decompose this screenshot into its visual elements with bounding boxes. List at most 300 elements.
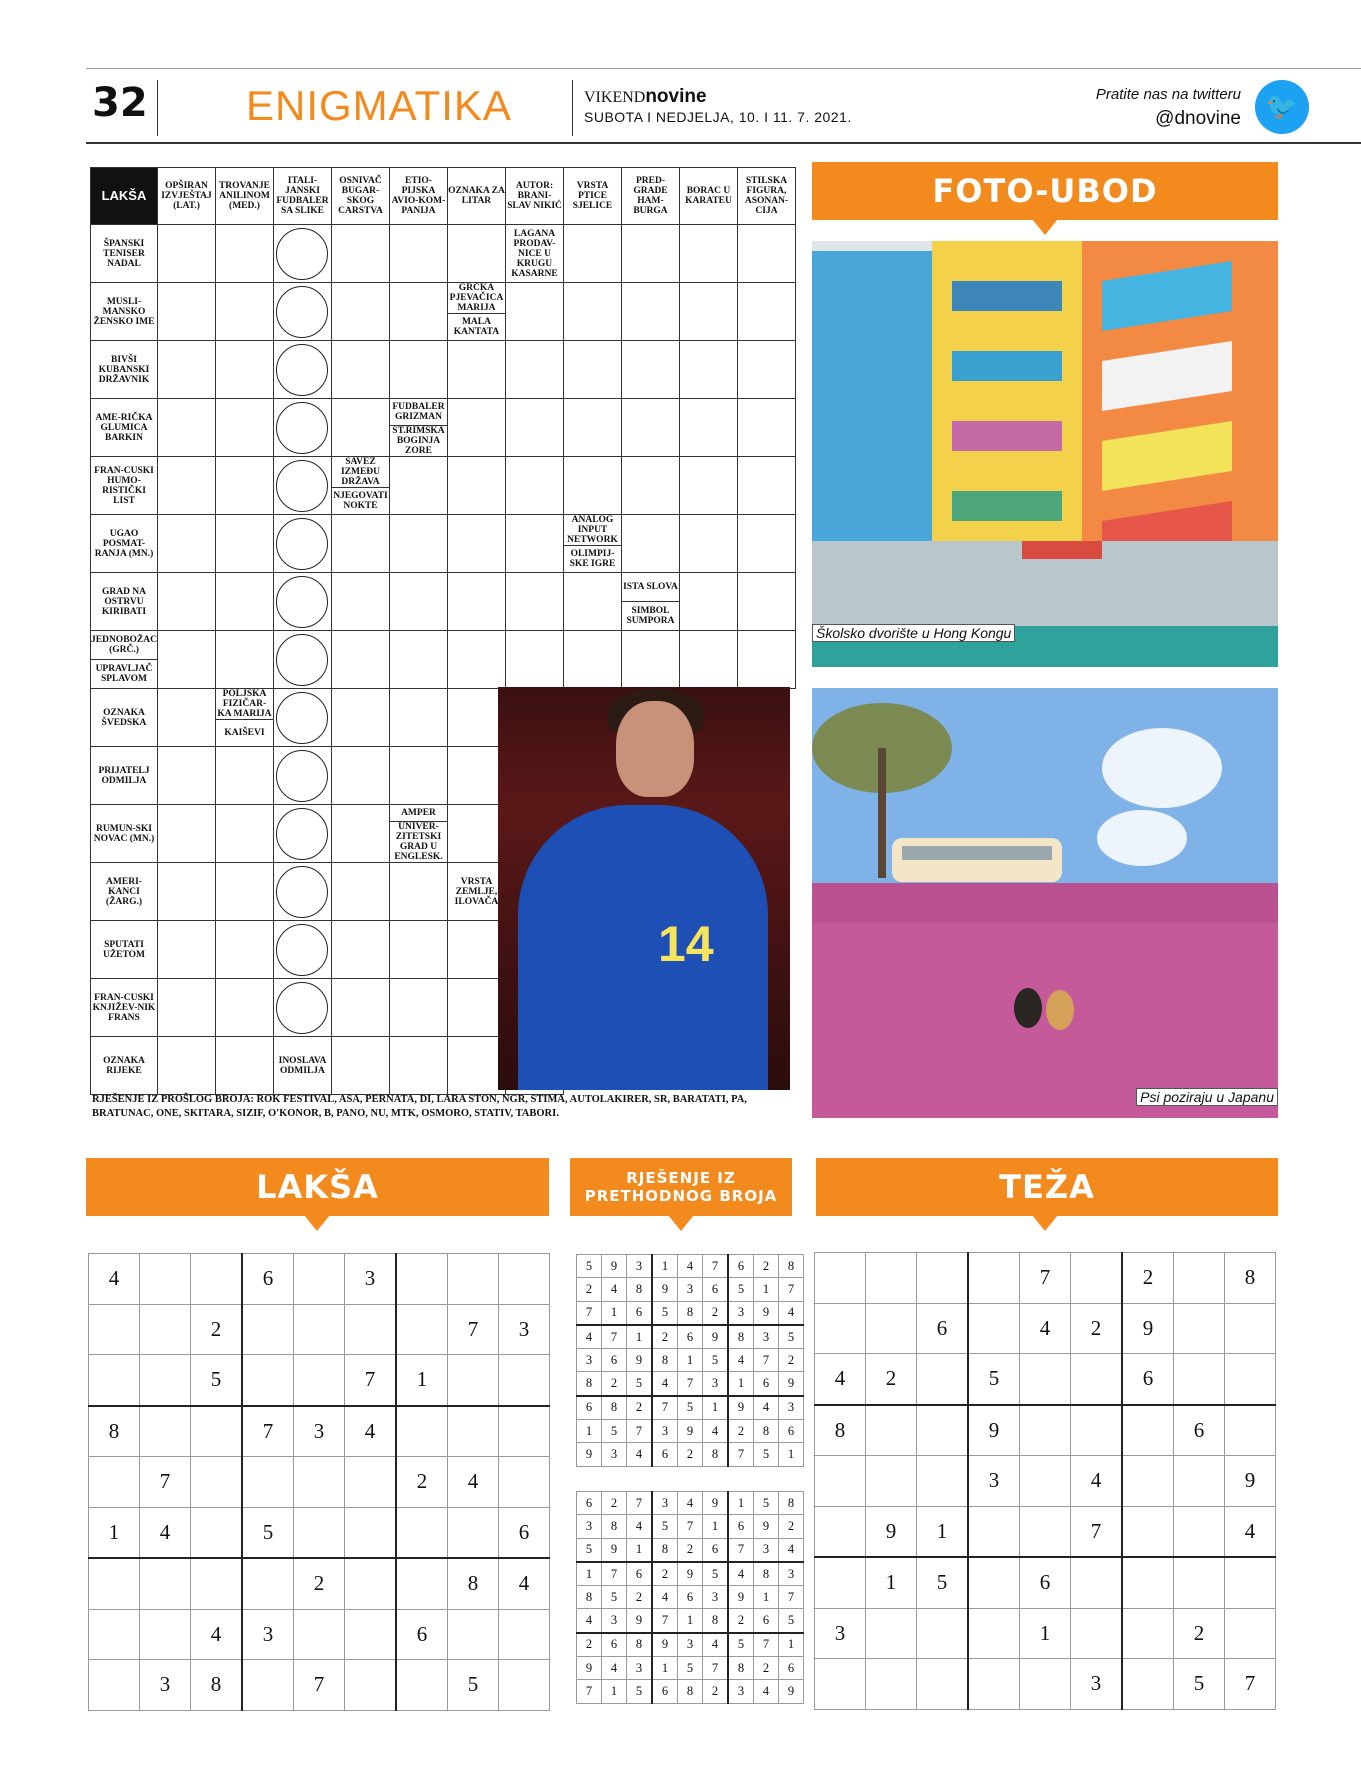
- solution-cell: 5: [652, 1515, 678, 1538]
- sudoku-cell[interactable]: [968, 1506, 1020, 1557]
- sudoku-cell[interactable]: [89, 1304, 140, 1355]
- answer-cell[interactable]: [157, 515, 215, 573]
- circle-mark: [276, 634, 328, 686]
- sudoku-row: [89, 1355, 550, 1406]
- sudoku-cell[interactable]: [448, 1507, 499, 1558]
- sudoku-row: [577, 1633, 804, 1657]
- answer-cell[interactable]: [679, 399, 737, 457]
- sudoku-cell[interactable]: [815, 1303, 866, 1354]
- answer-cell[interactable]: [447, 515, 505, 573]
- sudoku-cell[interactable]: [396, 1558, 448, 1609]
- sudoku-row: [815, 1456, 1276, 1507]
- answer-cell[interactable]: [563, 283, 621, 341]
- answer-cell[interactable]: [389, 457, 447, 515]
- sudoku-cell[interactable]: [448, 1609, 499, 1660]
- answer-cell[interactable]: [447, 573, 505, 631]
- answer-cell[interactable]: [563, 631, 621, 689]
- sudoku-cell[interactable]: [448, 1355, 499, 1406]
- answer-cell[interactable]: [679, 457, 737, 515]
- answer-cell[interactable]: [447, 1037, 505, 1095]
- sudoku-cell[interactable]: [396, 1254, 448, 1305]
- sudoku-cell[interactable]: [1071, 1354, 1123, 1405]
- answer-cell[interactable]: [621, 399, 679, 457]
- sudoku-cell[interactable]: [89, 1660, 140, 1711]
- answer-cell[interactable]: [389, 225, 447, 283]
- sudoku-cell[interactable]: [1071, 1253, 1123, 1304]
- answer-cell[interactable]: [447, 747, 505, 805]
- header-rule: [86, 142, 1361, 144]
- solution-cell: 9: [602, 1255, 627, 1278]
- sudoku-cell[interactable]: [345, 1660, 397, 1711]
- answer-cell[interactable]: [737, 631, 795, 689]
- sudoku-cell[interactable]: [140, 1406, 191, 1457]
- sudoku-cell[interactable]: [866, 1303, 917, 1354]
- twitter-handle[interactable]: @dnovine: [1155, 108, 1241, 129]
- answer-cell[interactable]: [505, 515, 563, 573]
- answer-cell[interactable]: [389, 979, 447, 1037]
- sudoku-cell[interactable]: [1071, 1405, 1123, 1456]
- sudoku-cell[interactable]: [815, 1253, 866, 1304]
- row-clue: SPUTATI UŽETOM: [91, 921, 158, 979]
- clue-text: KAIŠEVI: [216, 719, 273, 746]
- sudoku-cell[interactable]: [89, 1609, 140, 1660]
- answer-cell[interactable]: [621, 225, 679, 283]
- solution-cell: 5: [627, 1372, 653, 1396]
- sudoku-cell[interactable]: [140, 1609, 191, 1660]
- answer-cell[interactable]: [215, 341, 273, 399]
- sudoku-row: [89, 1457, 550, 1508]
- answer-cell[interactable]: [389, 689, 447, 747]
- sudoku-cell[interactable]: [396, 1507, 448, 1558]
- sudoku-cell[interactable]: [499, 1355, 550, 1406]
- sudoku-cell[interactable]: [866, 1405, 917, 1456]
- sudoku-cell: 3: [242, 1609, 294, 1660]
- sudoku-cell[interactable]: [345, 1558, 397, 1609]
- answer-cell[interactable]: [679, 283, 737, 341]
- answer-cell[interactable]: [389, 515, 447, 573]
- solution-cell: 1: [577, 1562, 602, 1586]
- answer-cell[interactable]: [505, 341, 563, 399]
- solution-cell: 5: [678, 1657, 703, 1680]
- answer-cell[interactable]: [331, 283, 389, 341]
- clue-text: UNIVER-ZITETSKI GRAD U ENGLESK.: [390, 821, 447, 862]
- answer-cell[interactable]: [331, 515, 389, 573]
- sudoku-cell[interactable]: [242, 1304, 294, 1355]
- solution-cell: 1: [602, 1301, 627, 1325]
- sudoku-cell[interactable]: [968, 1303, 1020, 1354]
- inner-clue: [389, 805, 447, 863]
- sudoku-cell[interactable]: [499, 1457, 550, 1508]
- sudoku-cell[interactable]: [191, 1457, 243, 1508]
- answer-cell[interactable]: [505, 573, 563, 631]
- sudoku-cell[interactable]: [866, 1253, 917, 1304]
- solution-cell: 5: [754, 1443, 779, 1466]
- sudoku-cell[interactable]: [1122, 1506, 1174, 1557]
- circle-mark: [276, 924, 328, 976]
- sudoku-cell[interactable]: [1225, 1557, 1276, 1608]
- answer-cell[interactable]: [389, 1037, 447, 1095]
- sudoku-cell[interactable]: [191, 1406, 243, 1457]
- answer-cell[interactable]: [447, 457, 505, 515]
- solution-cell: 7: [779, 1278, 804, 1301]
- sudoku-cell[interactable]: [1174, 1456, 1225, 1507]
- answer-cell[interactable]: [331, 805, 389, 863]
- sudoku-cell: 1: [396, 1355, 448, 1406]
- answer-cell[interactable]: [331, 631, 389, 689]
- sudoku-cell[interactable]: [1071, 1557, 1123, 1608]
- sudoku-cell[interactable]: [396, 1406, 448, 1457]
- answer-cell[interactable]: [447, 921, 505, 979]
- answer-cell[interactable]: [563, 341, 621, 399]
- circle-cell[interactable]: [273, 631, 331, 689]
- solution-cell: 8: [652, 1538, 678, 1562]
- solution-cell: 8: [678, 1301, 703, 1325]
- solution-cell: 9: [652, 1633, 678, 1657]
- answer-cell[interactable]: [447, 689, 505, 747]
- circle-mark: [276, 750, 328, 802]
- answer-cell[interactable]: [621, 457, 679, 515]
- answer-cell[interactable]: [331, 341, 389, 399]
- twitter-bird-icon[interactable]: 🐦: [1255, 80, 1309, 134]
- answer-cell[interactable]: [447, 631, 505, 689]
- sudoku-cell[interactable]: [294, 1355, 345, 1406]
- paper-logo: [584, 86, 707, 108]
- answer-cell[interactable]: [331, 863, 389, 921]
- sudoku-cell[interactable]: [242, 1457, 294, 1508]
- sudoku-cell[interactable]: [191, 1558, 243, 1609]
- sudoku-cell[interactable]: [1174, 1253, 1225, 1304]
- answer-cell[interactable]: [737, 225, 795, 283]
- solution-cell: 3: [779, 1396, 804, 1420]
- sudoku-cell[interactable]: [294, 1609, 345, 1660]
- sudoku-cell[interactable]: [1020, 1456, 1071, 1507]
- answer-cell[interactable]: [679, 225, 737, 283]
- answer-cell[interactable]: [215, 747, 273, 805]
- sudoku-cell[interactable]: [396, 1660, 448, 1711]
- solution-cell: 1: [728, 1372, 754, 1396]
- sudoku-cell[interactable]: [499, 1254, 550, 1305]
- circle-cell[interactable]: [273, 573, 331, 631]
- answer-cell[interactable]: [737, 399, 795, 457]
- solution-cell: 6: [728, 1255, 754, 1278]
- sudoku-cell[interactable]: [89, 1558, 140, 1609]
- sudoku-cell[interactable]: [866, 1659, 917, 1710]
- circle-cell[interactable]: [273, 921, 331, 979]
- answer-cell[interactable]: [331, 747, 389, 805]
- answer-cell[interactable]: [331, 689, 389, 747]
- sudoku-cell[interactable]: [1071, 1608, 1123, 1659]
- solution-cell: 8: [703, 1609, 729, 1633]
- sudoku-cell[interactable]: [866, 1608, 917, 1659]
- sudoku-cell[interactable]: [345, 1457, 397, 1508]
- sudoku-cell: 7: [448, 1304, 499, 1355]
- answer-cell[interactable]: [331, 399, 389, 457]
- answer-cell[interactable]: [389, 921, 447, 979]
- circle-cell[interactable]: [273, 225, 331, 283]
- answer-cell[interactable]: [737, 457, 795, 515]
- sudoku-cell[interactable]: [968, 1253, 1020, 1304]
- circle-cell[interactable]: [273, 805, 331, 863]
- solution-cell: 4: [703, 1633, 729, 1657]
- sudoku-cell[interactable]: [242, 1558, 294, 1609]
- solution-cell: 9: [728, 1396, 754, 1420]
- split-clue: [390, 399, 447, 456]
- answer-cell[interactable]: [215, 573, 273, 631]
- sudoku-cell[interactable]: [1174, 1557, 1225, 1608]
- sudoku-cell[interactable]: [294, 1457, 345, 1508]
- answer-cell[interactable]: [679, 573, 737, 631]
- solution-cell: 1: [627, 1538, 653, 1562]
- sudoku-cell[interactable]: [815, 1557, 866, 1608]
- sudoku-cell[interactable]: [1020, 1659, 1071, 1710]
- sudoku-cell[interactable]: [242, 1660, 294, 1711]
- solution-cell: 2: [602, 1492, 627, 1515]
- answer-cell[interactable]: [621, 631, 679, 689]
- answer-cell[interactable]: [215, 283, 273, 341]
- answer-cell[interactable]: [157, 747, 215, 805]
- answer-cell[interactable]: [157, 1037, 215, 1095]
- circle-cell[interactable]: [273, 979, 331, 1037]
- answer-cell[interactable]: [215, 863, 273, 921]
- sudoku-cell: 6: [1020, 1557, 1071, 1608]
- answer-cell[interactable]: [621, 283, 679, 341]
- answer-cell[interactable]: [215, 515, 273, 573]
- sudoku-cell[interactable]: [968, 1608, 1020, 1659]
- easy-sudoku-banner: LAKŠA: [86, 1158, 549, 1216]
- clue-text: MALA KANTATA: [448, 313, 505, 340]
- sudoku-cell[interactable]: [866, 1456, 917, 1507]
- sudoku-cell: 2: [1122, 1253, 1174, 1304]
- sudoku-cell[interactable]: [815, 1506, 866, 1557]
- answer-cell[interactable]: [157, 689, 215, 747]
- answer-cell[interactable]: [157, 399, 215, 457]
- answer-cell[interactable]: [331, 1037, 389, 1095]
- sudoku-cell[interactable]: [345, 1304, 397, 1355]
- answer-cell[interactable]: [389, 863, 447, 921]
- solution-cell: 8: [678, 1680, 703, 1703]
- answer-cell[interactable]: [563, 399, 621, 457]
- circle-cell[interactable]: [273, 399, 331, 457]
- sudoku-cell[interactable]: [1225, 1303, 1276, 1354]
- sudoku-cell[interactable]: [1020, 1354, 1071, 1405]
- answer-cell[interactable]: [215, 805, 273, 863]
- circle-cell[interactable]: [273, 283, 331, 341]
- sudoku-cell[interactable]: [499, 1660, 550, 1711]
- answer-cell[interactable]: [563, 573, 621, 631]
- sudoku-cell[interactable]: [448, 1406, 499, 1457]
- solution-cell: 4: [754, 1396, 779, 1420]
- sudoku-cell[interactable]: [917, 1405, 969, 1456]
- answer-cell[interactable]: [447, 805, 505, 863]
- answer-cell[interactable]: [215, 457, 273, 515]
- sudoku-cell[interactable]: [294, 1304, 345, 1355]
- sudoku-cell[interactable]: [968, 1557, 1020, 1608]
- sudoku-cell[interactable]: [140, 1254, 191, 1305]
- sudoku-cell[interactable]: [1174, 1354, 1225, 1405]
- answer-cell[interactable]: [447, 399, 505, 457]
- answer-cell[interactable]: [505, 399, 563, 457]
- solution-cell: 8: [728, 1657, 754, 1680]
- solution-cell: 6: [652, 1443, 678, 1466]
- answer-cell[interactable]: [215, 225, 273, 283]
- sudoku-cell[interactable]: [89, 1355, 140, 1406]
- sudoku-cell[interactable]: [140, 1558, 191, 1609]
- solution-cell: 5: [577, 1255, 602, 1278]
- sudoku-cell[interactable]: [917, 1253, 969, 1304]
- answer-cell[interactable]: [389, 631, 447, 689]
- sudoku-cell[interactable]: [1122, 1557, 1174, 1608]
- solution-cell: 1: [577, 1420, 602, 1443]
- answer-cell[interactable]: [447, 225, 505, 283]
- answer-cell[interactable]: [679, 515, 737, 573]
- sudoku-cell[interactable]: [815, 1659, 866, 1710]
- sudoku-cell[interactable]: [917, 1354, 969, 1405]
- solution-cell: 1: [602, 1680, 627, 1703]
- answer-cell[interactable]: [331, 573, 389, 631]
- answer-cell[interactable]: [389, 747, 447, 805]
- solution-cell: 9: [754, 1301, 779, 1325]
- solution-cell: 5: [779, 1609, 804, 1633]
- clue-text: NJEGOVATI NOKTE: [332, 487, 389, 514]
- sudoku-row: [815, 1405, 1276, 1456]
- solution-cell: 4: [779, 1538, 804, 1562]
- answer-cell[interactable]: [215, 1037, 273, 1095]
- solution-cell: 9: [754, 1515, 779, 1538]
- circle-cell[interactable]: [273, 689, 331, 747]
- answer-cell[interactable]: [389, 341, 447, 399]
- answer-cell[interactable]: [737, 283, 795, 341]
- answer-cell[interactable]: [737, 341, 795, 399]
- answer-cell[interactable]: [679, 631, 737, 689]
- sudoku-cell[interactable]: [1174, 1506, 1225, 1557]
- answer-cell[interactable]: [157, 283, 215, 341]
- sudoku-row: [815, 1659, 1276, 1710]
- answer-cell[interactable]: [331, 979, 389, 1037]
- answer-cell[interactable]: [157, 979, 215, 1037]
- sudoku-cell: 5: [242, 1507, 294, 1558]
- solution-cell: 6: [577, 1492, 602, 1515]
- answer-cell[interactable]: [737, 515, 795, 573]
- answer-cell[interactable]: [505, 457, 563, 515]
- sudoku-cell[interactable]: [1225, 1405, 1276, 1456]
- circle-cell[interactable]: [273, 341, 331, 399]
- sudoku-cell[interactable]: [448, 1254, 499, 1305]
- sudoku-cell[interactable]: [499, 1406, 550, 1457]
- sudoku-cell[interactable]: [140, 1355, 191, 1406]
- answer-cell[interactable]: [157, 863, 215, 921]
- sudoku-cell[interactable]: [1122, 1405, 1174, 1456]
- sudoku-cell[interactable]: [917, 1608, 969, 1659]
- solution-cell: 3: [678, 1278, 703, 1301]
- answer-cell[interactable]: [215, 399, 273, 457]
- sudoku-cell[interactable]: [89, 1457, 140, 1508]
- answer-cell[interactable]: [157, 631, 215, 689]
- answer-cell[interactable]: [389, 573, 447, 631]
- answer-cell[interactable]: [157, 573, 215, 631]
- answer-cell[interactable]: [621, 341, 679, 399]
- sudoku-cell[interactable]: [191, 1254, 243, 1305]
- answer-cell[interactable]: [621, 515, 679, 573]
- sudoku-cell[interactable]: [815, 1456, 866, 1507]
- dogs-field-photo: [812, 688, 1278, 1118]
- sudoku-cell[interactable]: [1225, 1354, 1276, 1405]
- answer-cell[interactable]: [389, 283, 447, 341]
- answer-cell[interactable]: [563, 457, 621, 515]
- sudoku-cell[interactable]: [1020, 1405, 1071, 1456]
- solution-cell: 6: [703, 1278, 729, 1301]
- answer-cell[interactable]: [505, 283, 563, 341]
- solution-cell: 8: [728, 1325, 754, 1349]
- sudoku-cell[interactable]: [1122, 1456, 1174, 1507]
- solution-cell: 8: [779, 1255, 804, 1278]
- sudoku-cell[interactable]: [396, 1304, 448, 1355]
- sudoku-cell[interactable]: [140, 1304, 191, 1355]
- answer-cell[interactable]: [331, 921, 389, 979]
- answer-cell[interactable]: [505, 631, 563, 689]
- sudoku-cell[interactable]: [917, 1456, 969, 1507]
- sudoku-cell[interactable]: [294, 1254, 345, 1305]
- answer-cell[interactable]: [331, 225, 389, 283]
- answer-cell[interactable]: [215, 631, 273, 689]
- sudoku-cell[interactable]: [1122, 1608, 1174, 1659]
- answer-cell[interactable]: [737, 573, 795, 631]
- solution-cell: 7: [652, 1609, 678, 1633]
- field-illustration: [812, 688, 1278, 1118]
- sudoku-cell: 9: [866, 1506, 917, 1557]
- sudoku-cell[interactable]: [294, 1507, 345, 1558]
- answer-cell[interactable]: [215, 921, 273, 979]
- answer-cell[interactable]: [157, 805, 215, 863]
- sudoku-cell[interactable]: [968, 1659, 1020, 1710]
- solution-cell: 1: [754, 1278, 779, 1301]
- sudoku-cell[interactable]: [1020, 1506, 1071, 1557]
- sudoku-cell[interactable]: [917, 1659, 969, 1710]
- sudoku-cell: 4: [1225, 1506, 1276, 1557]
- answer-cell[interactable]: [157, 921, 215, 979]
- sudoku-cell[interactable]: [242, 1355, 294, 1406]
- circle-cell[interactable]: [273, 747, 331, 805]
- answer-cell[interactable]: [679, 341, 737, 399]
- sudoku-cell[interactable]: [1174, 1303, 1225, 1354]
- sudoku-cell[interactable]: [1122, 1659, 1174, 1710]
- circle-cell[interactable]: [273, 515, 331, 573]
- circle-cell[interactable]: [273, 863, 331, 921]
- answer-cell[interactable]: [447, 341, 505, 399]
- answer-cell[interactable]: [215, 979, 273, 1037]
- answer-cell[interactable]: [157, 225, 215, 283]
- solution-cell: 2: [577, 1278, 602, 1301]
- answer-cell[interactable]: [157, 457, 215, 515]
- sudoku-cell[interactable]: [345, 1609, 397, 1660]
- solution-cell: 9: [728, 1586, 754, 1609]
- clue-text: FUDBALER GRIZMAN: [392, 402, 445, 422]
- answer-cell[interactable]: [563, 225, 621, 283]
- solution-cell: 7: [779, 1586, 804, 1609]
- sudoku-cell[interactable]: [345, 1507, 397, 1558]
- sudoku-cell[interactable]: [499, 1609, 550, 1660]
- sudoku-row: [577, 1325, 804, 1349]
- answer-cell[interactable]: [447, 979, 505, 1037]
- sudoku-cell[interactable]: [1225, 1608, 1276, 1659]
- answer-cell[interactable]: [157, 341, 215, 399]
- sudoku-row: [577, 1538, 804, 1562]
- sudoku-cell[interactable]: [191, 1507, 243, 1558]
- circle-cell[interactable]: [273, 457, 331, 515]
- circle-mark: [276, 808, 328, 860]
- solution-cell: 9: [627, 1609, 653, 1633]
- photo-caption: Školsko dvorište u Hong Kongu: [812, 624, 1015, 642]
- solution-cell: 6: [602, 1349, 627, 1372]
